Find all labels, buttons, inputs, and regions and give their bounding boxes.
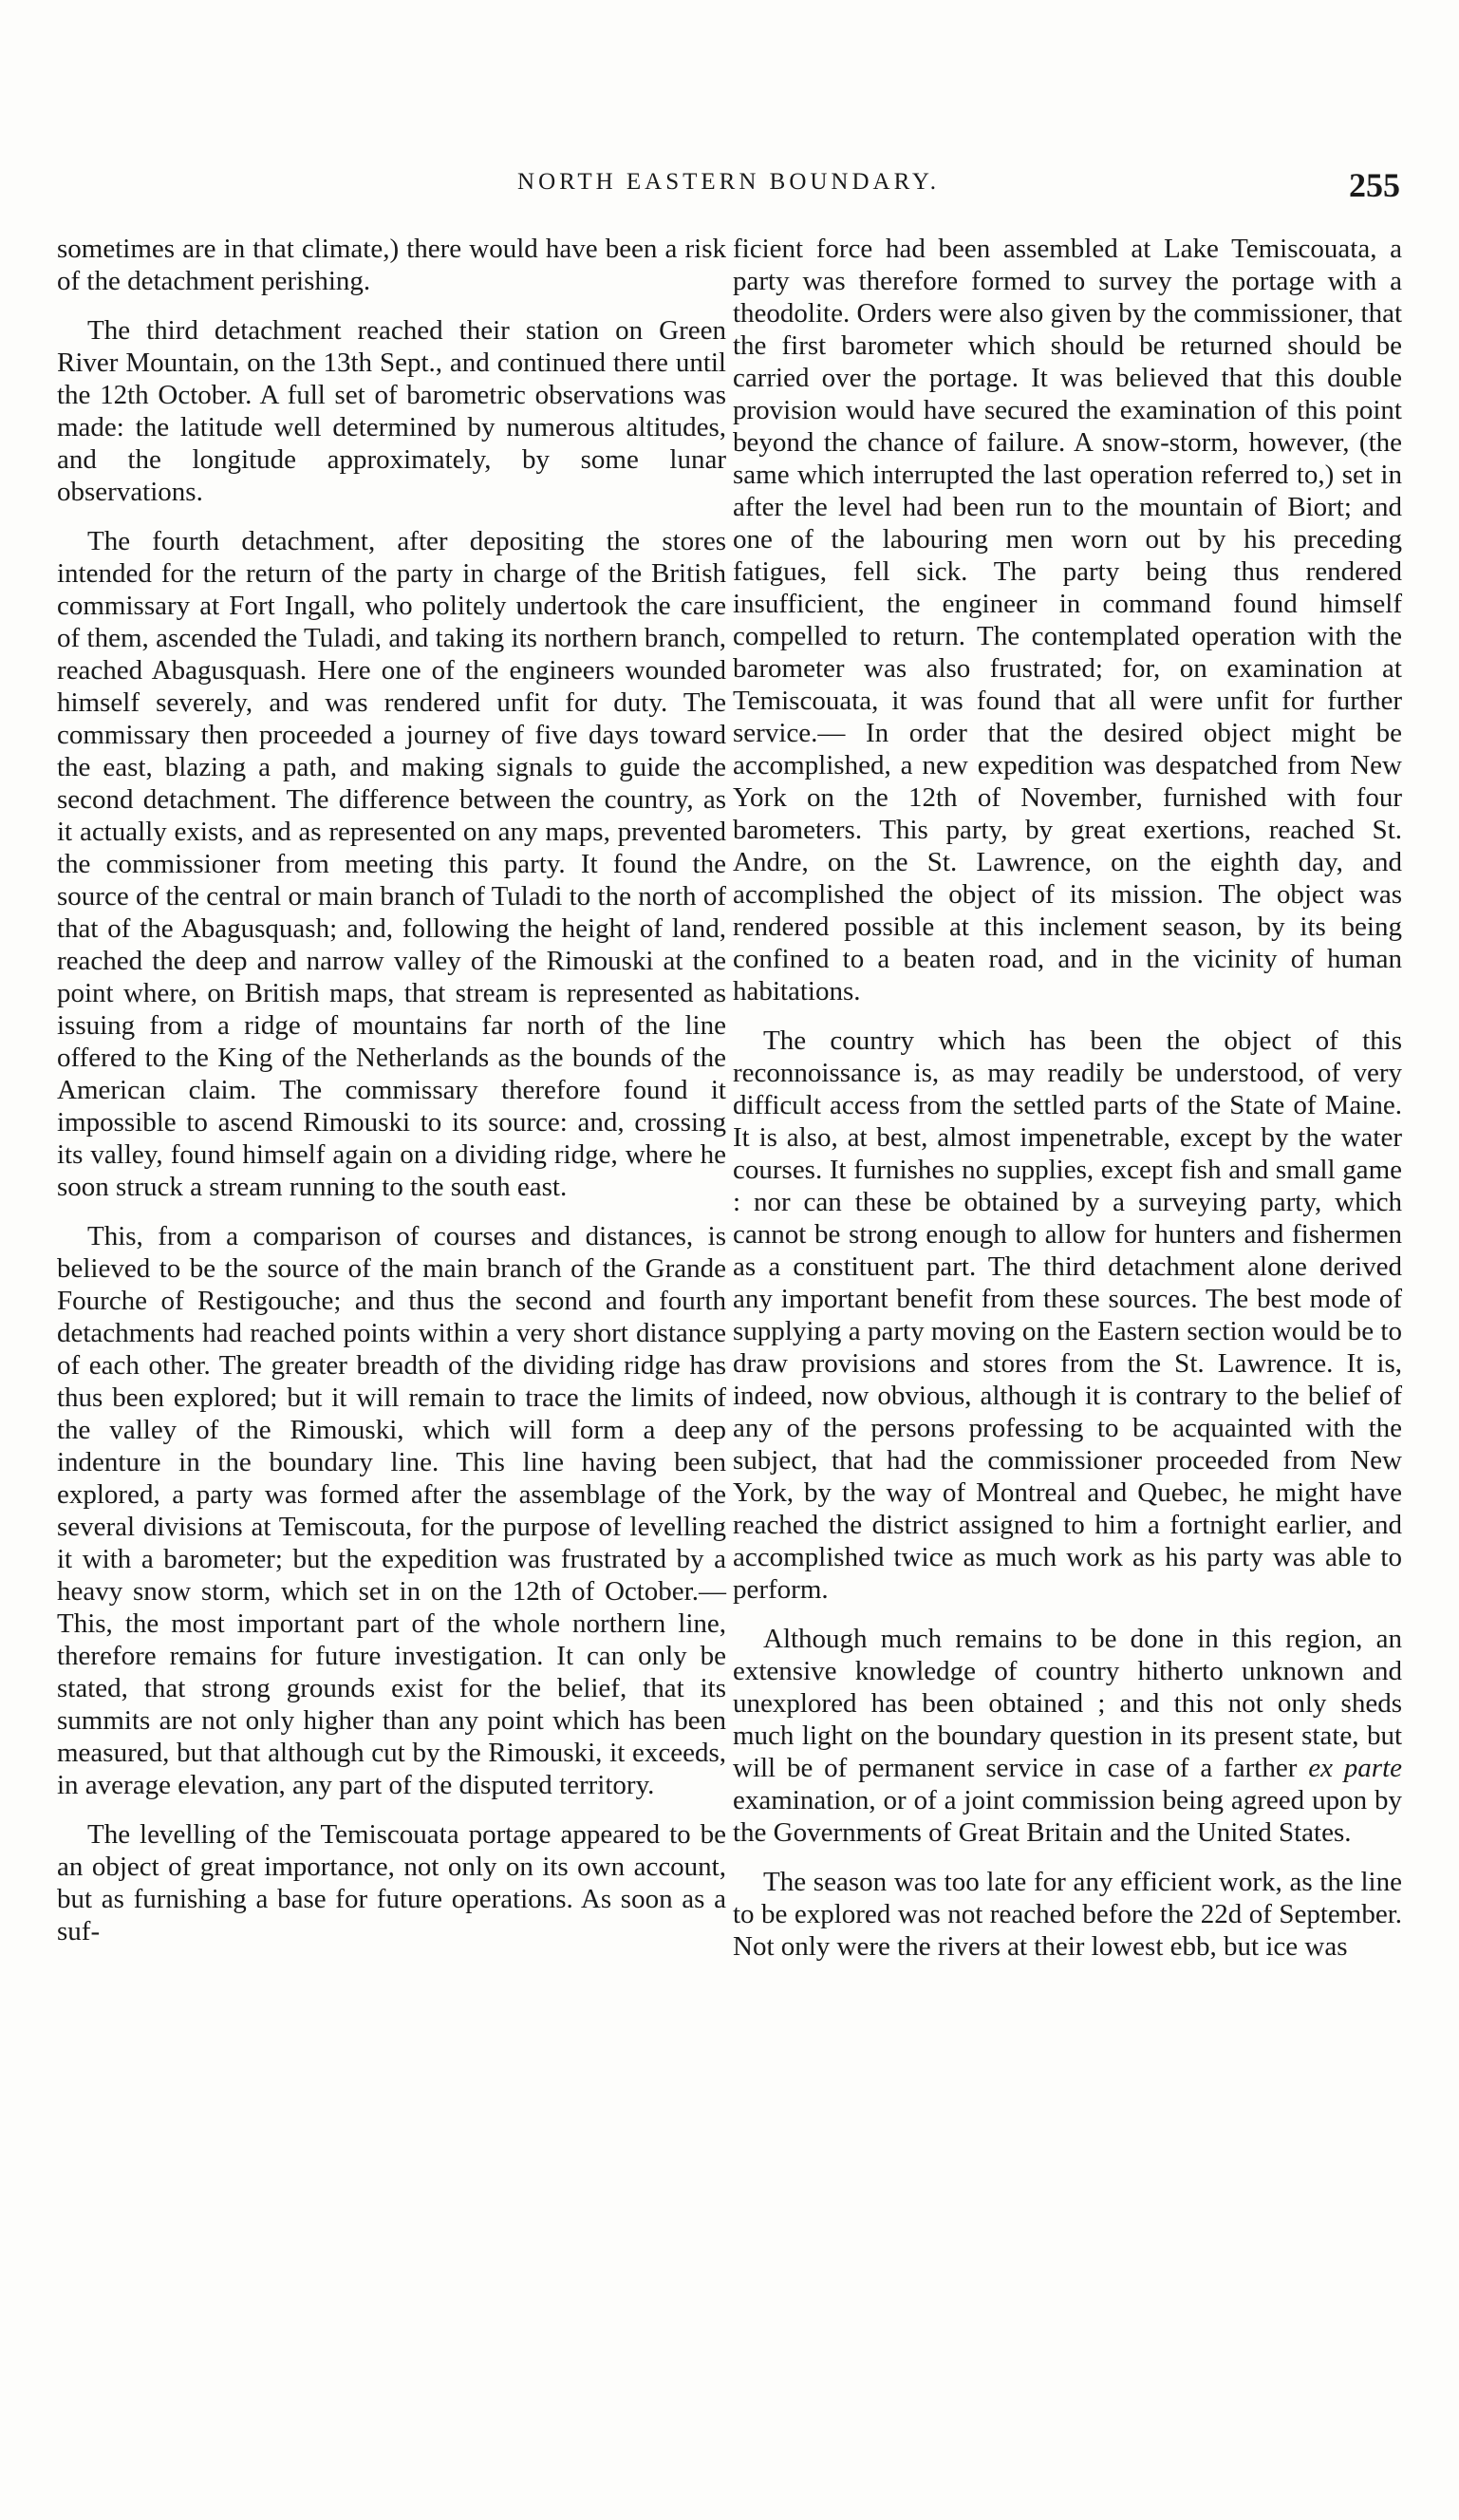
left-column xyxy=(57,233,726,1947)
italic-phrase: ex parte xyxy=(1308,1753,1403,1783)
paragraph-text: Although much remains to be done in this region, an extensive knowledge of country hitherto unknown and unexplored has been obtained ; and this not only sheds much light on the boundary question in its present state, but will be of permanent service in case of a farther xyxy=(733,1624,1402,1783)
paragraph: ficient force had been assembled at Lake Temiscouata, a party was therefore formed to survey the portage with a theodolite. Orders were also given by the commissioner, that the first barometer which should be returned should be carried over the portage. It was believed that this double provision would have secured the examination of this point beyond the chance of failure. A snow-storm, however, (the same which interrupted the last operation referred to,) set in after the level had been run to the mountain of Biort; and one of the labouring men worn out by his preceding fatigues, fell sick. The party being thus rendered insufficient, the engineer in command found himself compelled to return. The contemplated operation with the barometer was also frustrated; for, on examination at Temiscouata, it was found that all were unfit for further service.— In order that the desired object might be accomplished, a new expedition was despatched from New York on the 12th of November, furnished with four barometers. This party, by great exertions, reached St. Andre, on the St. Lawrence, on the eighth day, and accomplished the object of its mission. The object was rendered possible at this inclement season, by its being confined to a beaten road, and in the vicinity of human habitations. xyxy=(733,234,1402,1006)
right-column xyxy=(733,233,1402,1963)
paragraph: The season was too late for any efficient work, as the line to be explored was not reached before the 22d of September. Not only were the rivers at their lowest ebb, but ice was xyxy=(733,1867,1402,1962)
paragraph: This, from a comparison of courses and distances, is believed to be the source of the main branch of the Grande Fourche of Restigouche; and thus the second and fourth detachments had reached points within a very short distance of each other. The greater breadth of the dividing ridge has thus been explored; but it will remain to trace the limits of the valley of the Rimouski, which will form a deep indenture in the boundary line. This line having been explored, a party was formed after the assemblage of the several divisions at Temiscouta, for the purpose of levelling it with a barometer; but the expedition was frustrated by a heavy snow storm, which set in on the 12th of October.— This, the most important part of the whole northern line, therefore remains for future investigation. It can only be stated, that strong grounds exist for the belief, that its summits are not only higher than any point which has been measured, but that although cut by the Rimouski, it exceeds, in average elevation, any part of the disputed territory. xyxy=(57,1221,726,1800)
paragraph: The third detachment reached their station on Green River Mountain, on the 13th Sept., and continued there until the 12th October. A full set of barometric observations was made: the latitude well determined by numerous altitudes, and the longitude approximately, by some lunar observations. xyxy=(57,315,726,507)
paragraph: The fourth detachment, after depositing the stores intended for the return of the party in charge of the British commissary at Fort Ingall, who politely undertook the care of them, ascended the Tuladi, and taking its northern branch, reached Abagusquash. Here one of the engineers wounded himself severely, and was rendered unfit for duty. The commissary then proceeded a journey of five days toward the east, blazing a path, and making signals to guide the second detachment. The difference between the country, as it actually exists, and as represented on any maps, prevented the commissioner from meeting this party. It found the source of the central or main branch of Tuladi to the north of that of the Abagusquash; and, following the height of land, reached the deep and narrow valley of the Rimouski at the point where, on British maps, that stream is represented as issuing from a ridge of mountains far north of the line offered to the King of the Netherlands as the bounds of the American claim. The commissary therefore found it impossible to ascend Rimouski to its source: and, crossing its valley, found himself again on a dividing ridge, where he soon struck a stream running to the south east. xyxy=(57,526,726,1202)
paragraph: The country which has been the object of this reconnoissance is, as may readily be understood, of very difficult access from the settled parts of the State of Maine. It is also, at best, almost impenetrable, except by the water courses. It furnishes no supplies, except fish and small game : nor can these be obtained by a surveying party, which cannot be strong enough to allow for hunters and fishermen as a constituent part. The third detachment alone derived any important benefit from these sources. The best mode of supplying a party moving on the Eastern section would be to draw provisions and stores from the St. Lawrence. It is, indeed, now obvious, although it is contrary to the belief of any of the persons professing to be acquainted with the subject, that had the commissioner proceeded from New York, by the way of Montreal and Quebec, he might have reached the district assigned to him a fortnight earlier, and accomplished twice as much work as his party was able to perform. xyxy=(733,1025,1402,1605)
paragraph: The levelling of the Temiscouata portage appeared to be an object of great importance, not only on its own account, but as furnishing a base for future operations. As soon as a suf- xyxy=(57,1819,726,1946)
page-number: 255 xyxy=(1349,166,1400,204)
paragraph-text: examination, or of a joint commission being agreed upon by the Governments of Great Britain and the United States. xyxy=(733,1785,1402,1848)
running-title: NORTH EASTERN BOUNDARY. xyxy=(517,169,940,195)
paragraph xyxy=(733,1623,1402,1849)
running-head xyxy=(57,166,1400,207)
paragraph: sometimes are in that climate,) there would have been a risk of the detachment perishing. xyxy=(57,234,726,296)
